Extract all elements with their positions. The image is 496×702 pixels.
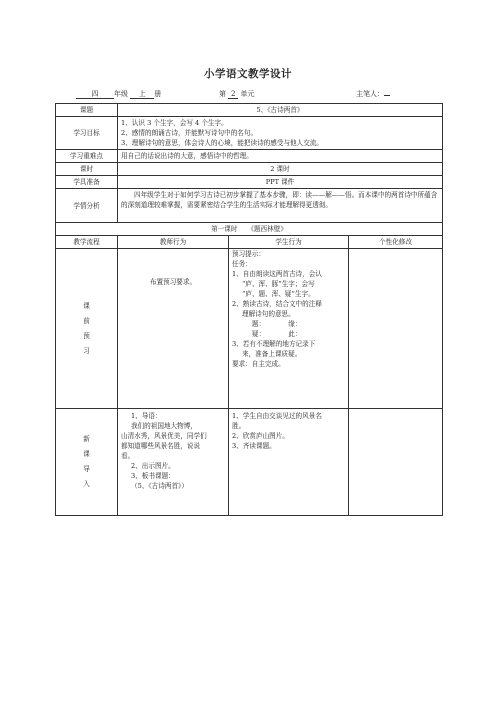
grade-value: 四 <box>76 90 114 99</box>
stage2-teacher-line: 山清水秀，风景优美，同学们 <box>121 432 207 440</box>
stage2-label <box>56 409 118 516</box>
stage2-label-char: 新 <box>83 435 90 443</box>
stage2-student-line: 胜。 <box>232 422 246 430</box>
prep-value: PPT 课件 <box>118 176 443 189</box>
stage1-student-line: 疑： 此： <box>252 330 302 338</box>
stage1-student-line: 来，准备上课质疑。 <box>242 350 302 358</box>
course-row <box>56 104 443 117</box>
stage1-student-line: “庐、题、浑、疑”生字。 <box>242 290 315 298</box>
course-value: 5、《古诗两首》 <box>118 104 443 117</box>
unit-field <box>219 89 254 99</box>
keypoint-row <box>56 150 443 163</box>
stage2-teacher-line: 2、出示图片。 <box>131 462 175 470</box>
goals-row <box>56 117 443 150</box>
lesson-plan-table <box>55 103 443 516</box>
stage1-student-line: “庐、浑、豚”生字；会写 <box>242 280 315 288</box>
author-blank <box>384 95 390 96</box>
goal-item: 3、理解诗句的意思，体会诗人的心境，能把读诗的感受与他人交流。 <box>121 139 324 147</box>
stage1-label-char: 课 <box>83 301 90 310</box>
stage1-label <box>56 249 118 409</box>
unit-label: 单元 <box>240 90 255 98</box>
stage1-student-line: 要求：自主完成。 <box>232 360 285 368</box>
header-teacher: 教师行为 <box>118 236 229 249</box>
stage2-student-line: 1、学生自由交谈见过的风景名 <box>232 412 322 420</box>
analysis-row <box>56 189 443 223</box>
course-label: 课题 <box>56 104 118 117</box>
stage1-custom <box>349 249 443 409</box>
goal-label: 学习目标 <box>56 117 118 150</box>
analysis-label: 学情分析 <box>56 189 118 223</box>
header-flow: 教学流程 <box>56 236 118 249</box>
unit-value: 2 <box>228 90 238 99</box>
goal-list <box>118 117 443 150</box>
stage2-label-char: 导 <box>83 465 90 473</box>
keypoint-label: 学习重难点 <box>56 150 118 163</box>
term-label: 册 <box>154 90 162 98</box>
author-label: 主笔人： <box>356 90 384 98</box>
stage1-label-char: 预 <box>83 331 90 340</box>
stage1-teacher: 布置预习要求。 <box>118 249 229 409</box>
goal-item: 2、感情的朗诵古诗，并能默写诗句中的名句。 <box>121 129 258 137</box>
lesson-title-row <box>56 223 443 236</box>
stage-row-preview <box>56 249 443 409</box>
stage2-teacher-line: 我们的祖国地大物博， <box>131 422 197 430</box>
stage-row-intro <box>56 409 443 516</box>
header-custom: 个性化修改 <box>349 236 443 249</box>
grade-field <box>76 89 161 99</box>
keypoint-value: 用自己的话说出诗的大意，感悟诗中的哲理。 <box>118 150 443 163</box>
stage1-student-line: 1、自由朗读这两首古诗，会认 <box>232 270 322 278</box>
stage1-student-line: 预习提示： <box>232 250 265 258</box>
lesson-title: 第一课时 《题西林壁》 <box>56 223 443 236</box>
stage2-teacher <box>118 409 229 516</box>
stage2-student-line: 3、齐读课题。 <box>232 442 276 450</box>
stage2-custom <box>349 409 443 516</box>
stage1-student-line: 2、熟读古诗，结合文中的注释 <box>232 300 322 308</box>
stage1-student-line: 理解诗句的意思。 <box>242 310 295 318</box>
stage2-label-char: 课 <box>83 450 90 458</box>
stage2-teacher-line: 3、板书课题： <box>131 472 175 480</box>
analysis-value: 四年级学生对于如何学习古诗已初步掌握了基本步骤，即：读——解——悟。而本课中的两首诗中所蕴含的深刻道理较难掌握，需要紧密结合学生的生活实际才能理解得更透彻。 <box>118 189 443 223</box>
stage1-student-line: 3、若有不理解的地方记录下 <box>232 340 316 348</box>
stage1-student-line: 题： 缘： <box>252 320 302 328</box>
stage2-teacher-line: 都知道哪些风景名胜，说说 <box>121 442 201 450</box>
term-value: 上 <box>130 90 154 99</box>
header-student: 学生行为 <box>229 236 349 249</box>
document-title: 小学语文教学设计 <box>204 68 292 80</box>
stage1-label-char: 前 <box>83 316 90 325</box>
prep-label: 学具准备 <box>56 176 118 189</box>
stage1-label-char: 习 <box>83 346 90 355</box>
stage2-label-char: 入 <box>83 480 90 488</box>
hours-row <box>56 163 443 176</box>
goal-item: 1、认识 3 个生字，会写 4 个生字。 <box>121 119 228 127</box>
stage1-student <box>229 249 349 409</box>
unit-prefix: 第 <box>219 90 226 98</box>
hours-value: 2 课时 <box>118 163 443 176</box>
stage2-student-line: 2、欣赏庐山图片。 <box>232 432 289 440</box>
hours-label: 课时 <box>56 163 118 176</box>
stage2-teacher-line: 看。 <box>121 452 135 460</box>
stage2-teacher-line: 1、导语： <box>131 412 162 420</box>
prep-row <box>56 176 443 189</box>
author-field <box>356 89 390 99</box>
stage2-teacher-line: （5、《古诗两首》） <box>131 482 188 490</box>
grade-label: 年级 <box>114 90 128 98</box>
stage2-student <box>229 409 349 516</box>
stage1-student-line: 任务： <box>232 260 252 268</box>
header-row <box>56 236 443 249</box>
